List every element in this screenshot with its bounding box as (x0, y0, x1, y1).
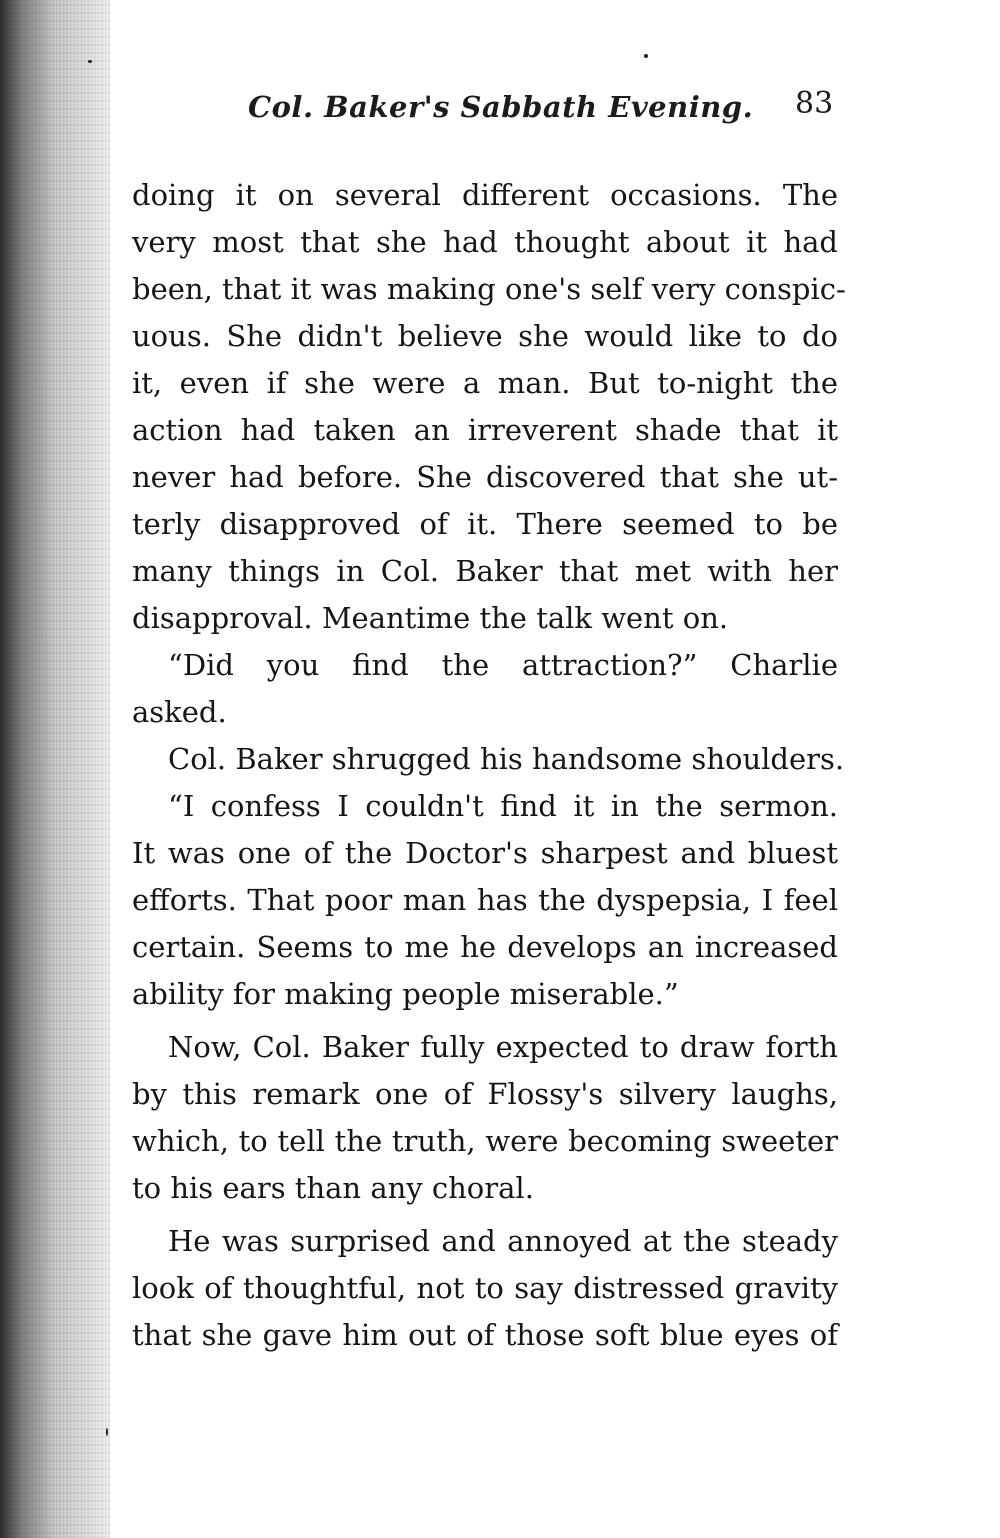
running-head (0, 82, 1000, 132)
page-body (132, 172, 846, 1359)
text-line: He was surprised and annoyed at the steady (168, 1224, 838, 1258)
paragraph (132, 1218, 838, 1359)
text-line: Col. Baker shrugged his handsome shoulders. (168, 742, 845, 776)
text-line: doing it on several different occasions. The (132, 178, 838, 212)
binding-gutter-shadow (0, 0, 110, 1538)
paragraph (132, 172, 846, 642)
paragraph (132, 1024, 838, 1212)
text-line: It was one of the Doctor's sharpest and bluest (132, 836, 838, 870)
text-line: many things in Col. Baker that met with her (132, 554, 838, 588)
text-line: been, that it was making one's self very conspic- (132, 272, 846, 306)
text-line: never had before. She discovered that she ut- (132, 460, 838, 494)
text-line: terly disapproved of it. There seemed to be (132, 507, 838, 541)
text-line: look of thoughtful, not to say distressed gravity (132, 1271, 838, 1305)
page-number: 83 (795, 86, 834, 121)
print-speck (88, 60, 92, 63)
text-line: it, even if she were a man. But to-night the (132, 366, 838, 400)
text-line: action had taken an irreverent shade that it (132, 413, 838, 447)
text-line: to his ears than any choral. (132, 1171, 534, 1205)
text-line: efforts. That poor man has the dyspepsia, I feel (132, 883, 838, 917)
running-head-title: Col. Baker's Sabbath Evening. (248, 90, 754, 124)
text-line: “I confess I couldn't find it in the sermon. (168, 789, 838, 823)
text-line: Now, Col. Baker fully expected to draw forth (168, 1030, 838, 1064)
text-line: ability for making people miserable.” (132, 977, 679, 1011)
text-line: asked. (132, 695, 227, 729)
text-line: disapproval. Meantime the talk went on. (132, 601, 729, 635)
text-line: uous. She didn't believe she would like to do (132, 319, 838, 353)
print-speck (644, 54, 648, 58)
paragraph (132, 736, 845, 783)
text-line: by this remark one of Flossy's silvery laughs, (132, 1077, 838, 1111)
text-line: “Did you find the attraction?” Charlie (168, 648, 838, 682)
text-line: which, to tell the truth, were becoming sweeter (132, 1124, 838, 1158)
print-speck (106, 1428, 108, 1436)
text-line: very most that she had thought about it had (132, 225, 838, 259)
text-line: that she gave him out of those soft blue eyes of (132, 1318, 838, 1352)
paragraph (132, 642, 838, 736)
text-line: certain. Seems to me he develops an increased (132, 930, 838, 964)
paragraph (132, 783, 838, 1018)
